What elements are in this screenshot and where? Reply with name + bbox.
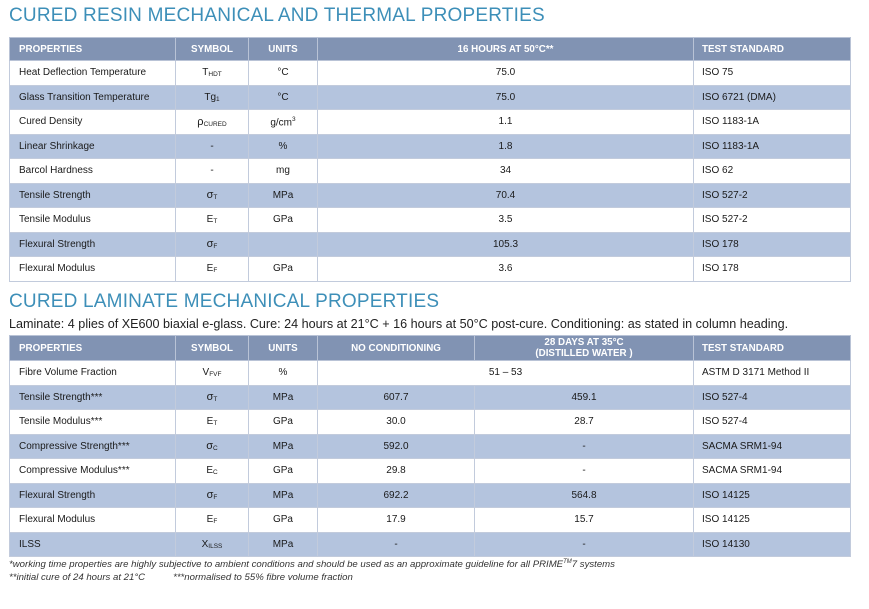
footnote-2 bbox=[9, 571, 615, 584]
cell-symbol bbox=[176, 385, 249, 410]
cell-standard: ISO 1183-1A bbox=[694, 110, 851, 135]
symbol-subscript: T bbox=[213, 420, 218, 428]
units-text: mg bbox=[276, 165, 290, 177]
table-row bbox=[10, 385, 851, 410]
cell-units bbox=[249, 208, 318, 233]
table-row bbox=[10, 508, 851, 533]
symbol-subscript: F bbox=[213, 518, 218, 526]
table-header-row bbox=[10, 38, 851, 61]
table-row bbox=[10, 459, 851, 484]
cell-symbol bbox=[176, 361, 249, 386]
cell-property: Tensile Strength bbox=[10, 183, 176, 208]
cell-units bbox=[249, 159, 318, 184]
resin-properties-table bbox=[9, 37, 851, 282]
table-row bbox=[10, 61, 851, 86]
table-row bbox=[10, 483, 851, 508]
table-row bbox=[10, 257, 851, 282]
cell-property: Flexural Strength bbox=[10, 232, 176, 257]
table-row bbox=[10, 134, 851, 159]
symbol-subscript: T bbox=[213, 218, 218, 226]
cell-symbol bbox=[176, 232, 249, 257]
units-text: % bbox=[278, 140, 288, 152]
cell-value: 75.0 bbox=[318, 85, 694, 110]
cell-units: % bbox=[249, 361, 318, 386]
cell-property: Cured Density bbox=[10, 110, 176, 135]
cell-standard: ASTM D 3171 Method II bbox=[694, 361, 851, 386]
cell-no-conditioning: - bbox=[318, 532, 475, 557]
cell-property: Tensile Modulus bbox=[10, 208, 176, 233]
cell-property: Tensile Modulus*** bbox=[10, 410, 176, 435]
cell-symbol bbox=[176, 61, 249, 86]
symbol-base: σ bbox=[206, 440, 214, 453]
units-text: g/cm bbox=[270, 116, 293, 128]
cell-28-days: - bbox=[475, 434, 694, 459]
symbol-base: E bbox=[206, 416, 214, 428]
cell-standard: ISO 527-2 bbox=[694, 183, 851, 208]
cell-property: Tensile Strength*** bbox=[10, 385, 176, 410]
cell-28-days: - bbox=[475, 532, 694, 557]
cell-units: GPa bbox=[249, 410, 318, 435]
symbol-subscript: C bbox=[213, 445, 218, 453]
symbol-subscript: FVF bbox=[209, 371, 222, 379]
cell-value-merged: 51 – 53 bbox=[318, 361, 694, 386]
cell-standard: ISO 14125 bbox=[694, 483, 851, 508]
cell-standard: ISO 75 bbox=[694, 61, 851, 86]
cell-no-conditioning: 607.7 bbox=[318, 385, 475, 410]
symbol-base: Tg bbox=[204, 91, 217, 103]
table-row bbox=[10, 232, 851, 257]
cell-symbol bbox=[176, 110, 249, 135]
col-header-28-days bbox=[475, 336, 694, 361]
cell-standard: ISO 527-4 bbox=[694, 385, 851, 410]
cell-units bbox=[249, 257, 318, 282]
units-text: GPa bbox=[272, 214, 293, 226]
table-row bbox=[10, 85, 851, 110]
laminate-properties-table bbox=[9, 335, 851, 557]
cell-standard: ISO 178 bbox=[694, 257, 851, 282]
cell-property: Fibre Volume Fraction bbox=[10, 361, 176, 386]
cell-property: Flexural Strength bbox=[10, 483, 176, 508]
cell-units bbox=[249, 61, 318, 86]
cell-value: 70.4 bbox=[318, 183, 694, 208]
cell-symbol bbox=[176, 134, 249, 159]
cell-standard: SACMA SRM1-94 bbox=[694, 459, 851, 484]
cell-symbol bbox=[176, 183, 249, 208]
units-text: MPa bbox=[272, 189, 294, 201]
col-header-properties: PROPERTIES bbox=[10, 38, 176, 61]
footnotes bbox=[9, 556, 615, 584]
table-row bbox=[10, 110, 851, 135]
cell-standard: ISO 527-2 bbox=[694, 208, 851, 233]
cell-28-days: 28.7 bbox=[475, 410, 694, 435]
cell-standard: ISO 527-4 bbox=[694, 410, 851, 435]
cell-value: 34 bbox=[318, 159, 694, 184]
units-text: GPa bbox=[272, 263, 293, 275]
cell-property: Linear Shrinkage bbox=[10, 134, 176, 159]
section-title-laminate: CURED LAMINATE MECHANICAL PROPERTIES bbox=[9, 291, 440, 312]
col-header-28-days-line2: (DISTILLED WATER ) bbox=[535, 348, 633, 359]
col-header-16-hours: 16 HOURS AT 50°C** bbox=[318, 38, 694, 61]
cell-standard: SACMA SRM1-94 bbox=[694, 434, 851, 459]
cell-value: 1.1 bbox=[318, 110, 694, 135]
cell-value: 1.8 bbox=[318, 134, 694, 159]
col-header-no-conditioning: NO CONDITIONING bbox=[318, 336, 475, 361]
symbol-subscript: ILSS bbox=[208, 542, 223, 550]
symbol-base: σ bbox=[206, 238, 214, 251]
symbol-base: ρ bbox=[197, 115, 204, 128]
cell-property: Barcol Hardness bbox=[10, 159, 176, 184]
col-header-units: UNITS bbox=[249, 38, 318, 61]
cell-units bbox=[249, 232, 318, 257]
symbol-subscript: T bbox=[213, 396, 218, 404]
cell-symbol bbox=[176, 508, 249, 533]
cell-no-conditioning: 692.2 bbox=[318, 483, 475, 508]
col-header-properties: PROPERTIES bbox=[10, 336, 176, 361]
cell-28-days: - bbox=[475, 459, 694, 484]
cell-property: Compressive Modulus*** bbox=[10, 459, 176, 484]
cell-units bbox=[249, 134, 318, 159]
cell-units bbox=[249, 183, 318, 208]
symbol-base: - bbox=[210, 140, 214, 152]
cell-standard: ISO 14125 bbox=[694, 508, 851, 533]
cell-units: MPa bbox=[249, 385, 318, 410]
cell-symbol bbox=[176, 208, 249, 233]
footnote-1-text: *working time properties are highly subjective to ambient conditions and should be used as an approximate guideline for all PRIME bbox=[9, 559, 564, 571]
cell-standard: ISO 62 bbox=[694, 159, 851, 184]
symbol-base: E bbox=[206, 465, 213, 477]
cell-property: Glass Transition Temperature bbox=[10, 85, 176, 110]
cell-standard: ISO 14130 bbox=[694, 532, 851, 557]
trademark-sup: TM bbox=[563, 559, 572, 565]
cell-symbol bbox=[176, 434, 249, 459]
col-header-symbol: SYMBOL bbox=[176, 38, 249, 61]
cell-28-days: 459.1 bbox=[475, 385, 694, 410]
symbol-base: T bbox=[202, 67, 209, 79]
section-title-resin: CURED RESIN MECHANICAL AND THERMAL PROPERTIES bbox=[9, 5, 545, 26]
table-row bbox=[10, 532, 851, 557]
symbol-subscript: F bbox=[213, 243, 218, 251]
symbol-subscript: C bbox=[212, 469, 218, 477]
table-row bbox=[10, 208, 851, 233]
cell-28-days: 15.7 bbox=[475, 508, 694, 533]
cell-property: Flexural Modulus bbox=[10, 508, 176, 533]
cell-28-days: 564.8 bbox=[475, 483, 694, 508]
footnote-1 bbox=[9, 556, 615, 571]
table-header-row bbox=[10, 336, 851, 361]
col-header-28-days-line1: 28 DAYS AT 35°C bbox=[544, 337, 624, 348]
cell-no-conditioning: 30.0 bbox=[318, 410, 475, 435]
symbol-subscript: T bbox=[213, 194, 218, 202]
symbol-subscript: HDT bbox=[208, 71, 222, 79]
cell-symbol bbox=[176, 85, 249, 110]
symbol-base: X bbox=[201, 538, 209, 550]
cell-units bbox=[249, 110, 318, 135]
cell-symbol bbox=[176, 410, 249, 435]
table-row bbox=[10, 410, 851, 435]
table-row bbox=[10, 159, 851, 184]
cell-units: GPa bbox=[249, 459, 318, 484]
units-superscript: 3 bbox=[292, 115, 296, 123]
footnote-2-text: **initial cure of 24 hours at 21°C bbox=[9, 572, 146, 584]
symbol-base: E bbox=[206, 263, 214, 275]
cell-no-conditioning: 29.8 bbox=[318, 459, 475, 484]
symbol-base: σ bbox=[206, 489, 214, 502]
cell-standard: ISO 6721 (DMA) bbox=[694, 85, 851, 110]
laminate-description: Laminate: 4 plies of XE600 biaxial e-glass. Cure: 24 hours at 21°C + 16 hours at 50°C post-cure. Conditioning: as stated in column heading. bbox=[9, 317, 789, 331]
cell-property: ILSS bbox=[10, 532, 176, 557]
cell-value: 3.5 bbox=[318, 208, 694, 233]
symbol-base: E bbox=[206, 514, 214, 526]
cell-symbol bbox=[176, 159, 249, 184]
cell-no-conditioning: 17.9 bbox=[318, 508, 475, 533]
cell-value: 105.3 bbox=[318, 232, 694, 257]
symbol-subscript: CURED bbox=[203, 120, 227, 128]
cell-symbol bbox=[176, 532, 249, 557]
symbol-base: E bbox=[206, 214, 214, 226]
cell-no-conditioning: 592.0 bbox=[318, 434, 475, 459]
table-row bbox=[10, 361, 851, 386]
units-text: °C bbox=[277, 91, 289, 103]
col-header-test-standard: TEST STANDARD bbox=[694, 336, 851, 361]
symbol-subscript: F bbox=[213, 267, 218, 275]
symbol-base: σ bbox=[206, 189, 214, 202]
cell-standard: ISO 1183-1A bbox=[694, 134, 851, 159]
cell-value: 75.0 bbox=[318, 61, 694, 86]
cell-symbol bbox=[176, 459, 249, 484]
cell-units bbox=[249, 85, 318, 110]
cell-units: MPa bbox=[249, 532, 318, 557]
symbol-base: V bbox=[202, 367, 210, 379]
col-header-units: UNITS bbox=[249, 336, 318, 361]
symbol-base: σ bbox=[206, 391, 214, 404]
cell-property: Flexural Modulus bbox=[10, 257, 176, 282]
cell-symbol bbox=[176, 483, 249, 508]
cell-symbol bbox=[176, 257, 249, 282]
symbol-subscript: 1 bbox=[216, 95, 220, 103]
cell-standard: ISO 178 bbox=[694, 232, 851, 257]
col-header-symbol: SYMBOL bbox=[176, 336, 249, 361]
cell-value: 3.6 bbox=[318, 257, 694, 282]
col-header-test-standard: TEST STANDARD bbox=[694, 38, 851, 61]
footnote-3-text: ***normalised to 55% fibre volume fraction bbox=[173, 572, 353, 584]
units-text: °C bbox=[277, 67, 289, 79]
footnote-1-end: 7 systems bbox=[571, 559, 615, 571]
symbol-base: - bbox=[210, 165, 214, 177]
symbol-subscript: F bbox=[213, 494, 218, 502]
table-row bbox=[10, 183, 851, 208]
cell-units: MPa bbox=[249, 483, 318, 508]
cell-units: MPa bbox=[249, 434, 318, 459]
cell-units: GPa bbox=[249, 508, 318, 533]
cell-property: Heat Deflection Temperature bbox=[10, 61, 176, 86]
cell-property: Compressive Strength*** bbox=[10, 434, 176, 459]
table-row bbox=[10, 434, 851, 459]
